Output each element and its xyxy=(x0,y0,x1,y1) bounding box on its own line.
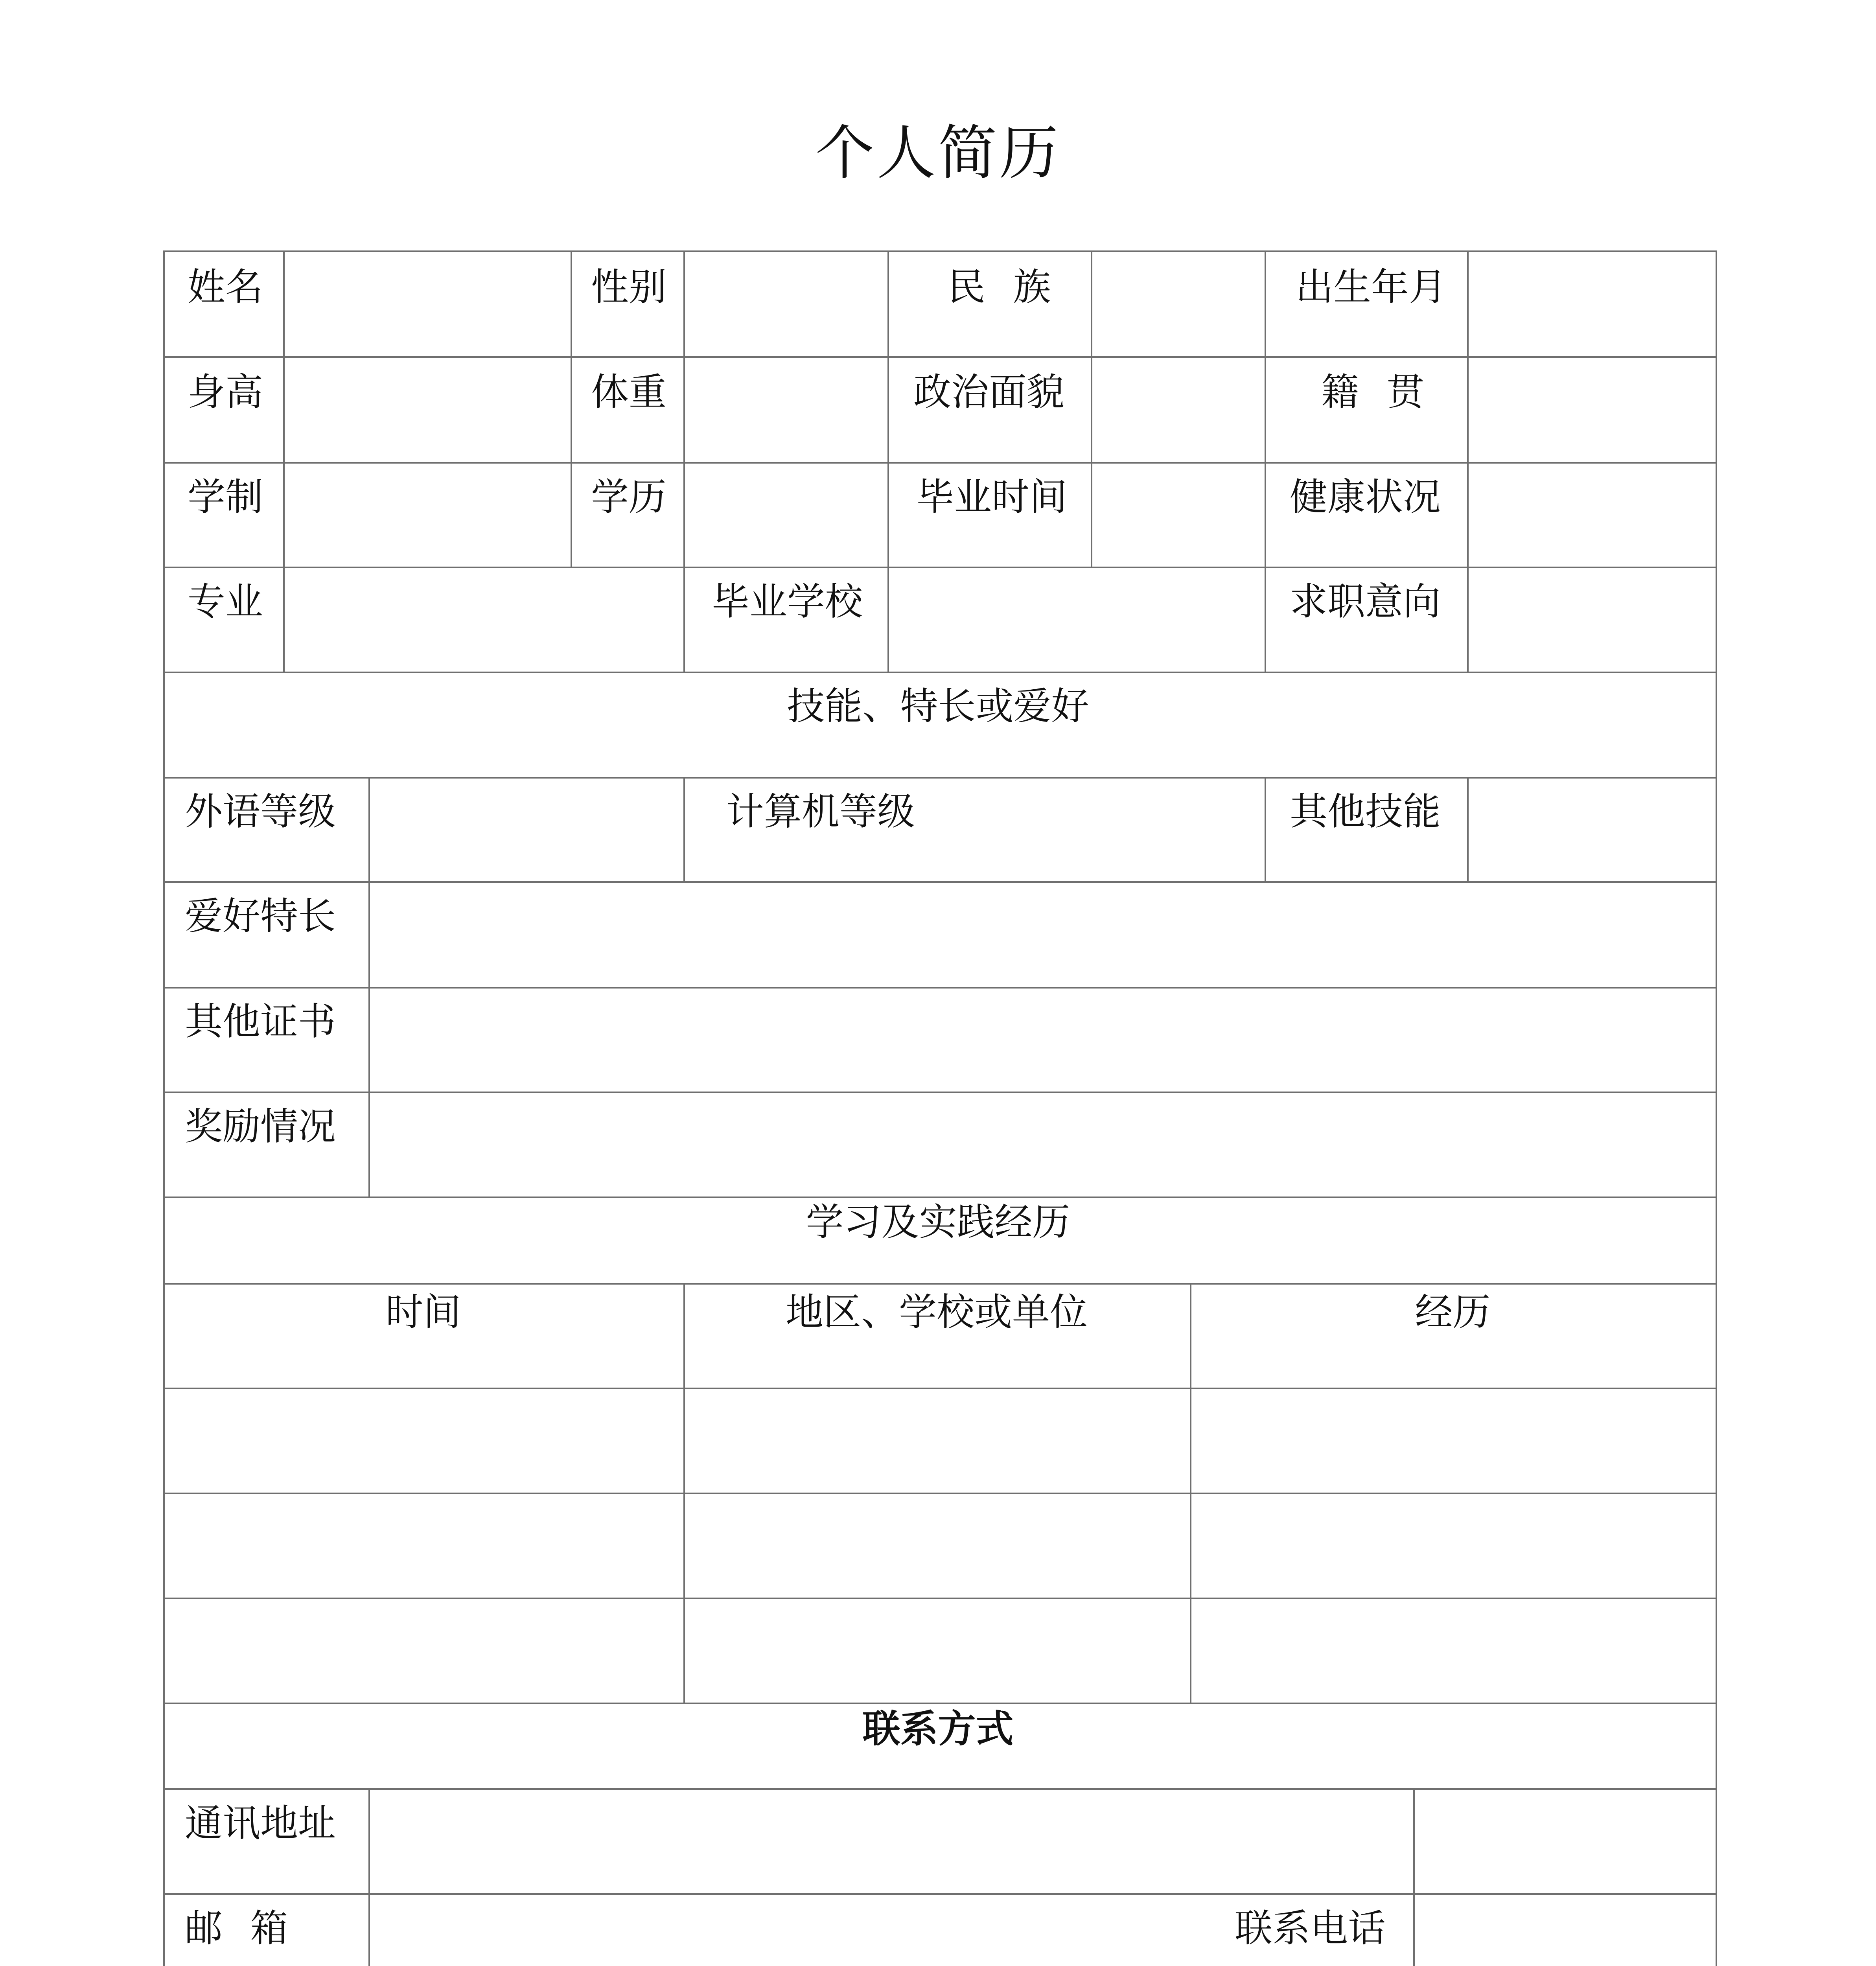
job-intention-label: 求职意向 xyxy=(1290,580,1441,624)
experience-column-detail: 经历 xyxy=(1415,1290,1491,1334)
table-row xyxy=(165,1599,1716,1703)
weight-label: 体重 xyxy=(591,370,666,414)
experience-column-place: 地区、学校或单位 xyxy=(786,1290,1088,1334)
other-certificates-label: 其他证书 xyxy=(185,1000,336,1044)
table-rule xyxy=(163,987,1717,989)
table-rule xyxy=(163,1197,1717,1198)
experience-column-time: 时间 xyxy=(385,1290,461,1334)
table-rule xyxy=(163,1788,1717,1790)
table-rule xyxy=(1265,777,1266,882)
table-rule xyxy=(1091,250,1092,567)
table-rule xyxy=(887,250,889,672)
experience-section-title: 学习及实践经历 xyxy=(806,1200,1070,1244)
birth-label: 出生年月 xyxy=(1296,265,1447,309)
page-title: 个人简历 xyxy=(815,119,1061,188)
height-label: 身高 xyxy=(188,370,263,414)
table-rule xyxy=(163,1283,1717,1285)
major-label: 专业 xyxy=(188,580,263,624)
table-rule xyxy=(163,1092,1717,1093)
foreign-language-label: 外语等级 xyxy=(185,790,336,834)
graduation-time-label: 毕业时间 xyxy=(916,475,1067,519)
education-label: 学历 xyxy=(591,475,666,519)
address-label: 通讯地址 xyxy=(185,1801,336,1845)
other-skills-label: 其他技能 xyxy=(1290,790,1441,834)
health-label: 健康状况 xyxy=(1290,475,1441,519)
table-rule xyxy=(163,672,1717,673)
graduation-school-label: 毕业学校 xyxy=(712,580,863,624)
table-rule xyxy=(163,567,1717,568)
gender-label: 性别 xyxy=(591,265,666,309)
table-rule xyxy=(1413,1788,1415,1966)
native-place-label: 籍 贯 xyxy=(1321,370,1425,414)
table-rule xyxy=(283,250,285,672)
hobbies-label: 爱好特长 xyxy=(185,894,336,938)
table-rule xyxy=(571,250,572,567)
political-status-label: 政治面貌 xyxy=(913,370,1064,414)
table-rule xyxy=(163,1703,1717,1704)
schooling-system-label: 学制 xyxy=(188,475,263,519)
phone-label: 联系电话 xyxy=(1235,1906,1386,1950)
table-rule xyxy=(163,1893,1717,1895)
table-rule xyxy=(163,881,1717,883)
table-rule xyxy=(368,777,370,1197)
table-rule xyxy=(683,250,685,672)
table-row xyxy=(165,1389,1716,1493)
table-rule xyxy=(1265,250,1266,672)
contact-section-title: 联系方式 xyxy=(862,1706,1014,1751)
name-label: 姓名 xyxy=(188,265,263,309)
table-row xyxy=(165,1494,1716,1598)
table-rule xyxy=(163,462,1717,464)
table-rule xyxy=(1467,777,1469,882)
ethnicity-label: 民 族 xyxy=(948,265,1051,309)
table-rule xyxy=(368,1788,370,1966)
table-rule xyxy=(163,356,1717,358)
table-rule xyxy=(163,777,1717,779)
email-label: 邮 箱 xyxy=(185,1906,288,1950)
awards-label: 奖励情况 xyxy=(185,1104,336,1149)
computer-level-label: 计算机等级 xyxy=(726,790,915,834)
table-rule xyxy=(1467,250,1469,672)
table-rule xyxy=(163,250,1717,252)
skills-section-title: 技能、特长或爱好 xyxy=(787,684,1089,728)
table-rule xyxy=(683,777,685,882)
